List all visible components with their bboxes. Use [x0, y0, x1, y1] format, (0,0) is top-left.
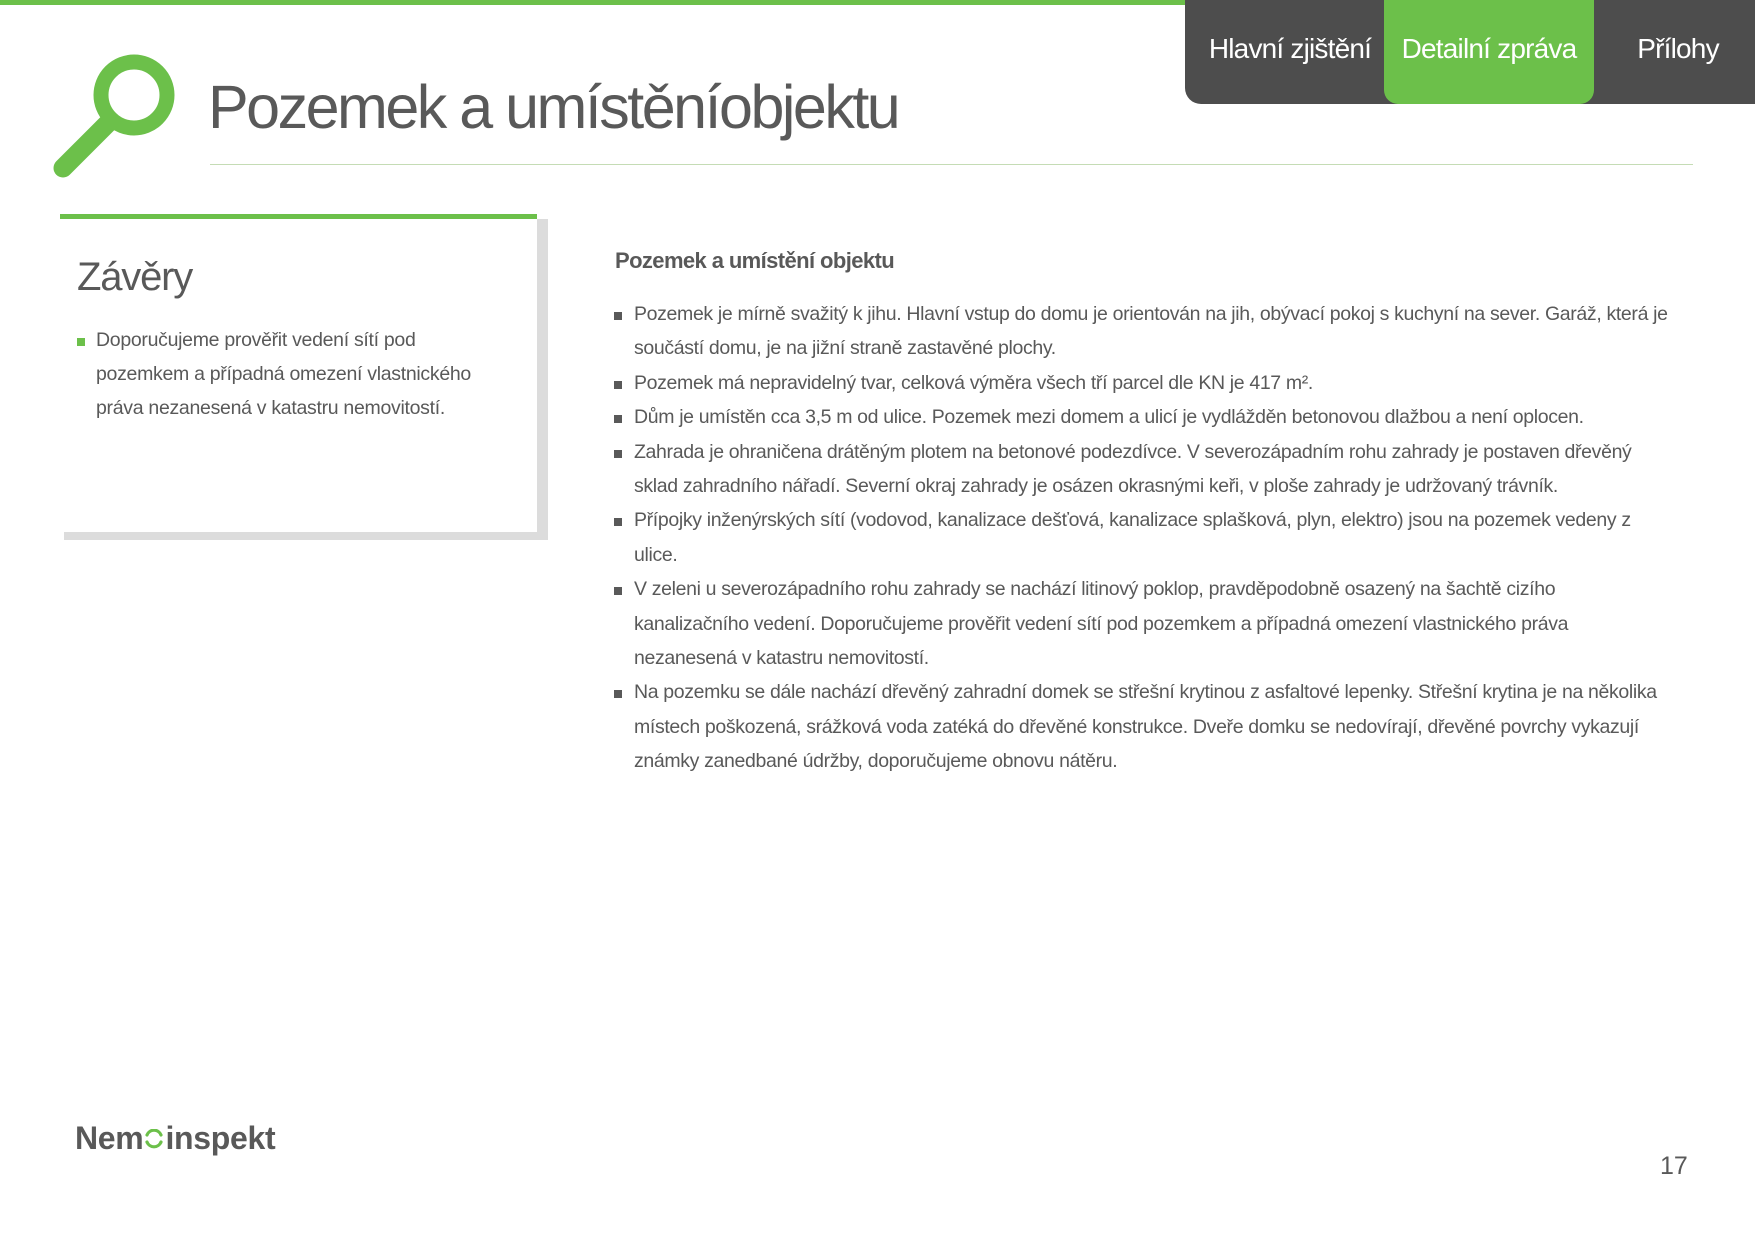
square-bullet-icon	[77, 338, 85, 346]
section-heading: Pozemek a umístění objektu	[615, 248, 895, 273]
page-number: 17	[1660, 1152, 1688, 1180]
findings-list	[614, 297, 1674, 779]
finding-text: V zeleni u severozápadního rohu zahrady se nachází litinový poklop, pravděpodobně osazený na šachtě cizího kanalizačního vedení. Doporučujeme prověřit vedení sítí pod pozemkem a případná omezení vlastnického práva nezanesená v katastru nemovitostí.	[634, 578, 1569, 670]
conclusions-title: Závěry	[77, 255, 193, 299]
conclusion-item	[77, 323, 507, 425]
logo-text-right: inspekt	[165, 1120, 276, 1156]
finding-item	[614, 675, 1674, 778]
top-accent-rule	[0, 0, 1190, 5]
finding-item	[614, 435, 1674, 504]
finding-text: Zahrada je ohraničena drátěným plotem na betonové podezdívce. V severozápadním rohu zahrady je postaven dřevěný sklad zahradního nářadí. Severní okraj zahrady je osázen okrasnými keři, v ploše zahrady je udržovaný trávník.	[634, 440, 1632, 498]
finding-text: Přípojky inženýrských sítí (vodovod, kanalizace dešťová, kanalizace splašková, plyn, elektro) jsou na pozemek vedeny z ulice.	[634, 509, 1631, 566]
finding-text: Pozemek je mírně svažitý k jihu. Hlavní vstup do domu je orientován na jih, obývací pokoj s kuchyní na sever. Garáž, která je součástí domu, je na jižní straně zastavěné plochy.	[634, 303, 1668, 360]
square-bullet-icon	[614, 312, 622, 320]
conclusion-item-text: Doporučujeme prověřit vedení sítí pod pozemkem a případná omezení vlastnického práva nezanesená v katastru nemovitostí.	[96, 329, 471, 419]
finding-item	[614, 297, 1674, 366]
finding-text: Pozemek má nepravidelný tvar, celková výměra všech tří parcel dle KN je 417 m².	[634, 371, 1313, 394]
tab-hlavni-zjisteni[interactable]: Hlavní zjištění	[1208, 33, 1372, 64]
section-tabs	[1185, 0, 1755, 104]
page-title: Pozemek a umístěníobjektu	[208, 73, 899, 141]
magnifier-icon	[52, 52, 182, 182]
finding-item	[614, 366, 1674, 400]
square-bullet-icon	[614, 381, 622, 389]
tab-detailni-zprava[interactable]: Detailní zpráva	[1384, 0, 1594, 104]
finding-item	[614, 503, 1674, 572]
finding-item	[614, 400, 1674, 434]
logo-o-icon	[144, 1129, 164, 1151]
company-logo	[75, 1120, 275, 1157]
finding-text: Na pozemku se dále nachází dřevěný zahradní domek se střešní krytinou z asfaltové lepenky. Střešní krytina je na několika místech poškozená, srážková voda zatéká do dřevěné konstrukce. Dveře domku se nedovírají, dřevěné povrchy vykazují známky zanedbané údržby, doporučujeme obnovu nátěru.	[634, 681, 1657, 773]
conclusions-list	[77, 323, 507, 425]
square-bullet-icon	[614, 587, 622, 595]
square-bullet-icon	[614, 450, 622, 458]
logo-text-left: Nem	[75, 1120, 144, 1156]
square-bullet-icon	[614, 415, 622, 423]
finding-text: Dům je umístěn cca 3,5 m od ulice. Pozemek mezi domem a ulicí je vydlážděn betonovou dlažbou a není oplocen.	[634, 406, 1584, 429]
tab-prilohy[interactable]: Přílohy	[1637, 33, 1719, 64]
square-bullet-icon	[614, 690, 622, 698]
finding-item	[614, 572, 1674, 675]
square-bullet-icon	[614, 518, 622, 526]
conclusions-card	[60, 214, 537, 532]
title-divider	[210, 164, 1693, 165]
